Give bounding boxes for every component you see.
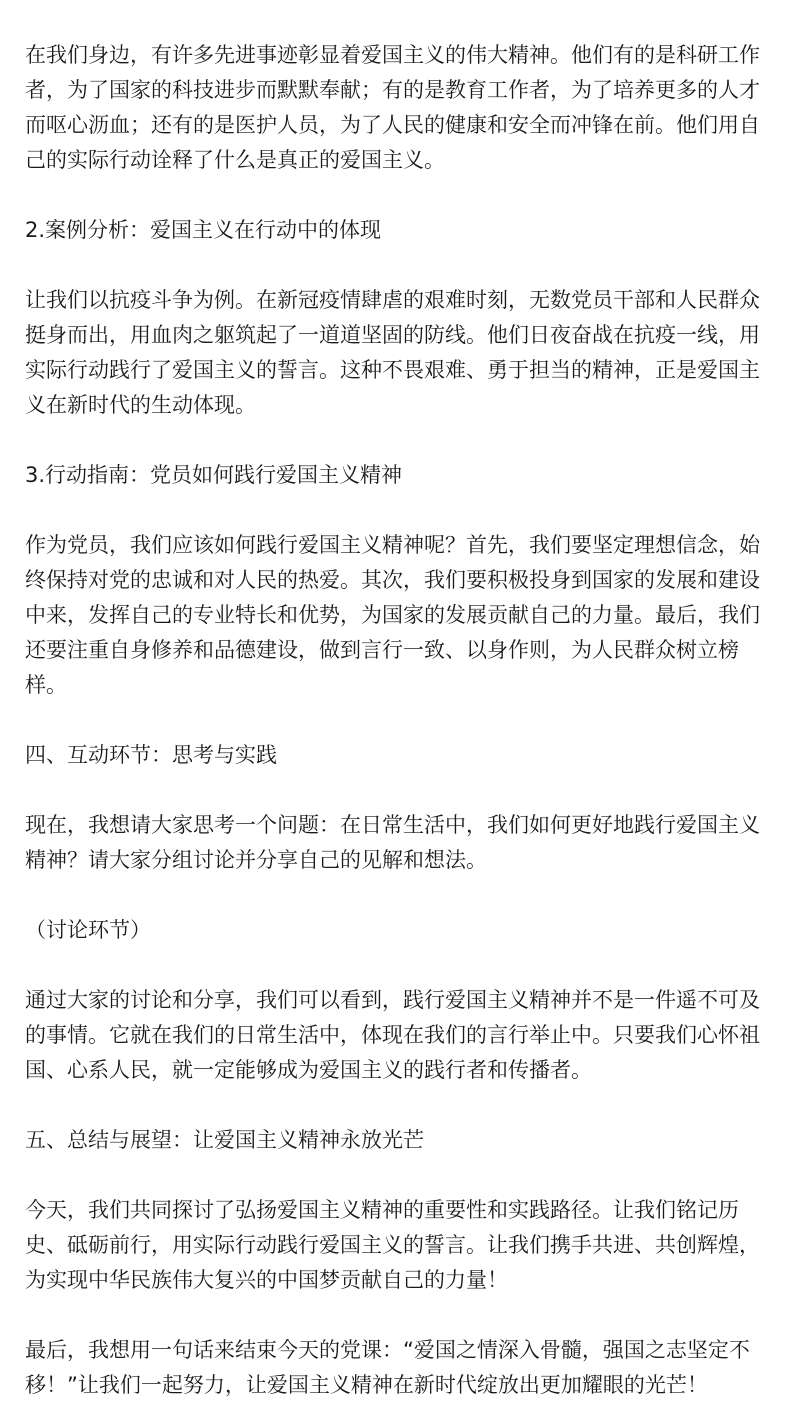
spacer: [25, 1088, 777, 1123]
paragraph-model-deeds: 在我们身边，有许多先进事迹彰显着爱国主义的伟大精神。他们有的是科研工作者，为了国家的科技进步而默默奉献；有的是教育工作者，为了培养更多的人才而呕心沥血；还有的是医护人员，为了人民的健康和安全而冲锋在前。他们用自己的实际行动诠释了什么是真正的爱国主义。: [25, 43, 760, 172]
spacer: [25, 773, 777, 808]
paragraph-epidemic-example: 让我们以抗疫斗争为例。在新冠疫情肆虐的艰难时刻，无数党员干部和人民群众挺身而出，用血肉之躯筑起了一道道坚固的防线。他们日夜奋战在抗疫一线，用实际行动践行了爱国主义的誓言。这种不畏艰难、勇于担当的精神，正是爱国主义在新时代的生动体现。: [25, 288, 760, 417]
spacer: [25, 878, 777, 913]
spacer: [25, 248, 777, 283]
spacer: [25, 423, 777, 458]
section-heading-case-analysis: 2.案例分析：爱国主义在行动中的体现: [25, 218, 382, 242]
section-heading-discussion: （讨论环节）: [25, 918, 151, 942]
spacer: [25, 703, 777, 738]
spacer: [25, 1158, 777, 1193]
document-body: [25, 38, 777, 1403]
paragraph-discussion-summary: 通过大家的讨论和分享，我们可以看到，践行爱国主义精神并不是一件遥不可及的事情。它就在我们的日常生活中，体现在我们的言行举止中。只要我们心怀祖国、心系人民，就一定能够成为爱国主义的践行者和传播者。: [25, 988, 760, 1082]
spacer: [25, 493, 777, 528]
paragraph-question: 现在，我想请大家思考一个问题：在日常生活中，我们如何更好地践行爱国主义精神？请大家分组讨论并分享自己的见解和想法。: [25, 813, 760, 872]
spacer: [25, 948, 777, 983]
spacer: [25, 178, 777, 213]
section-heading-conclusion: 五、总结与展望：让爱国主义精神永放光芒: [25, 1128, 424, 1152]
section-heading-interaction: 四、互动环节：思考与实践: [25, 743, 277, 767]
paragraph-how-to-practice: 作为党员，我们应该如何践行爱国主义精神呢？首先，我们要坚定理想信念，始终保持对党的忠诚和对人民的热爱。其次，我们要积极投身到国家的发展和建设中来，发挥自己的专业特长和优势，为国家的发展贡献自己的力量。最后，我们还要注重自身修养和品德建设，做到言行一致、以身作则，为人民群众树立榜样。: [25, 533, 760, 697]
section-heading-action-guide: 3.行动指南：党员如何践行爱国主义精神: [25, 463, 403, 487]
paragraph-conclusion: 今天，我们共同探讨了弘扬爱国主义精神的重要性和实践路径。让我们铭记历史、砥砺前行，用实际行动践行爱国主义的誓言。让我们携手共进、共创辉煌，为实现中华民族伟大复兴的中国梦贡献自己的力量！: [25, 1198, 760, 1292]
paragraph-closing-quote: 最后，我想用一句话来结束今天的党课：“爱国之情深入骨髓，强国之志坚定不移！”让我们一起努力，让爱国主义精神在新时代绽放出更加耀眼的光芒！: [25, 1338, 750, 1397]
spacer: [25, 1298, 777, 1333]
